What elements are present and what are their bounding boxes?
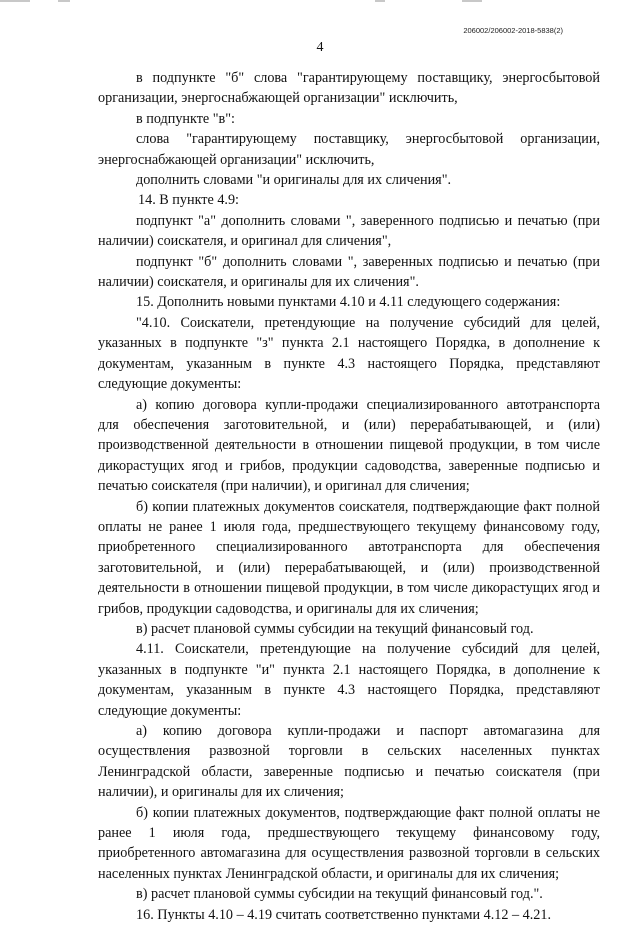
paragraph: 15. Дополнить новыми пунктами 4.10 и 4.11 следующего содержания:	[136, 294, 561, 311]
paragraph: в) расчет плановой суммы субсидии на текущий финансовый год.	[136, 620, 534, 637]
paragraph: в подпункте "в":	[136, 110, 235, 127]
paragraph: слова "гарантирующему поставщику, энергосбытовой организации, энергоснабжающей организации" исключить,	[98, 131, 600, 168]
paragraph: а) копию договора купли-продажи специализированного автотранспорта для обеспечения заготовительной, и (или) перерабатывающей, и (или) производственной деятельности в отношении пищевой продукции, в том числе дикорастущих ягод и грибов, продукции садоводства, заверенные подписью и печатью соискателя (при наличии), и оригинал для сличения;	[98, 396, 600, 495]
document-id: 206002/206002-2018-5838(2)	[463, 26, 563, 35]
paragraph: 14. В пункте 4.9:	[138, 192, 239, 209]
paragraph: дополнить словами "и оригиналы для их сличения".	[136, 172, 452, 189]
paragraph: в) расчет плановой суммы субсидии на текущий финансовый год.".	[136, 886, 543, 903]
paragraph: б) копии платежных документов соискателя, подтверждающие факт полной оплаты не ранее 1 июля года, предшествующего текущему финансовому году, приобретенного специализированного автотранспорта для обеспечения заготовительной, и (или) перерабатывающей, и (или) производственной деятельности в отношении пищевой продукции, в том числе дикорастущих ягод и грибов, продукции садоводства, и оригиналы для их сличения;	[98, 498, 600, 617]
paragraph: подпункт "а" дополнить словами ", заверенного подписью и печатью (при наличии) соискателя, и оригинал для сличения",	[98, 212, 600, 250]
paragraph: а) копию договора купли-продажи и паспорт автомагазина для осуществления развозной торговли в сельских населенных пунктах Ленинградской области, заверенные подписью и печатью соискателя (при наличии), и оригиналы для их сличения;	[98, 723, 600, 801]
scan-edge-marks	[0, 0, 640, 4]
paragraph: б) копии платежных документов, подтверждающие факт полной оплаты не ранее 1 июля года, предшествующего текущему финансовому году, приобретенного автомагазина для осуществления развозной торговли в сельских населенных пунктах Ленинградской области, и оригиналы для их сличения;	[98, 804, 600, 882]
paragraph: подпункт "б" дополнить словами ", заверенных подписью и печатью (при наличии) соискателя, и оригиналы для их сличения".	[98, 253, 600, 291]
paragraph: "4.10. Соискатели, претендующие на получение субсидий для целей, указанных в подпункте "з" пункта 2.1 настоящего Порядка, в дополнение к документам, указанным в пункте 4.3 настоящего Порядка, представляют следующие документы:	[98, 314, 600, 393]
page-number: 4	[316, 40, 324, 55]
document-body	[98, 68, 600, 925]
paragraph: 4.11. Соискатели, претендующие на получение субсидий для целей, указанных в подпункте "и" пункта 2.1 настоящего Порядка, в дополнение к документам, указанным в пункте 4.3 настоящего Порядка, представляют следующие документы:	[98, 641, 600, 719]
paragraph: в подпункте "б" слова "гарантирующему поставщику, энергосбытовой организации, энергоснабжающей организации" исключить,	[98, 70, 600, 107]
paragraph: 16. Пункты 4.10 – 4.19 считать соответственно пунктами 4.12 – 4.21.	[136, 906, 552, 923]
